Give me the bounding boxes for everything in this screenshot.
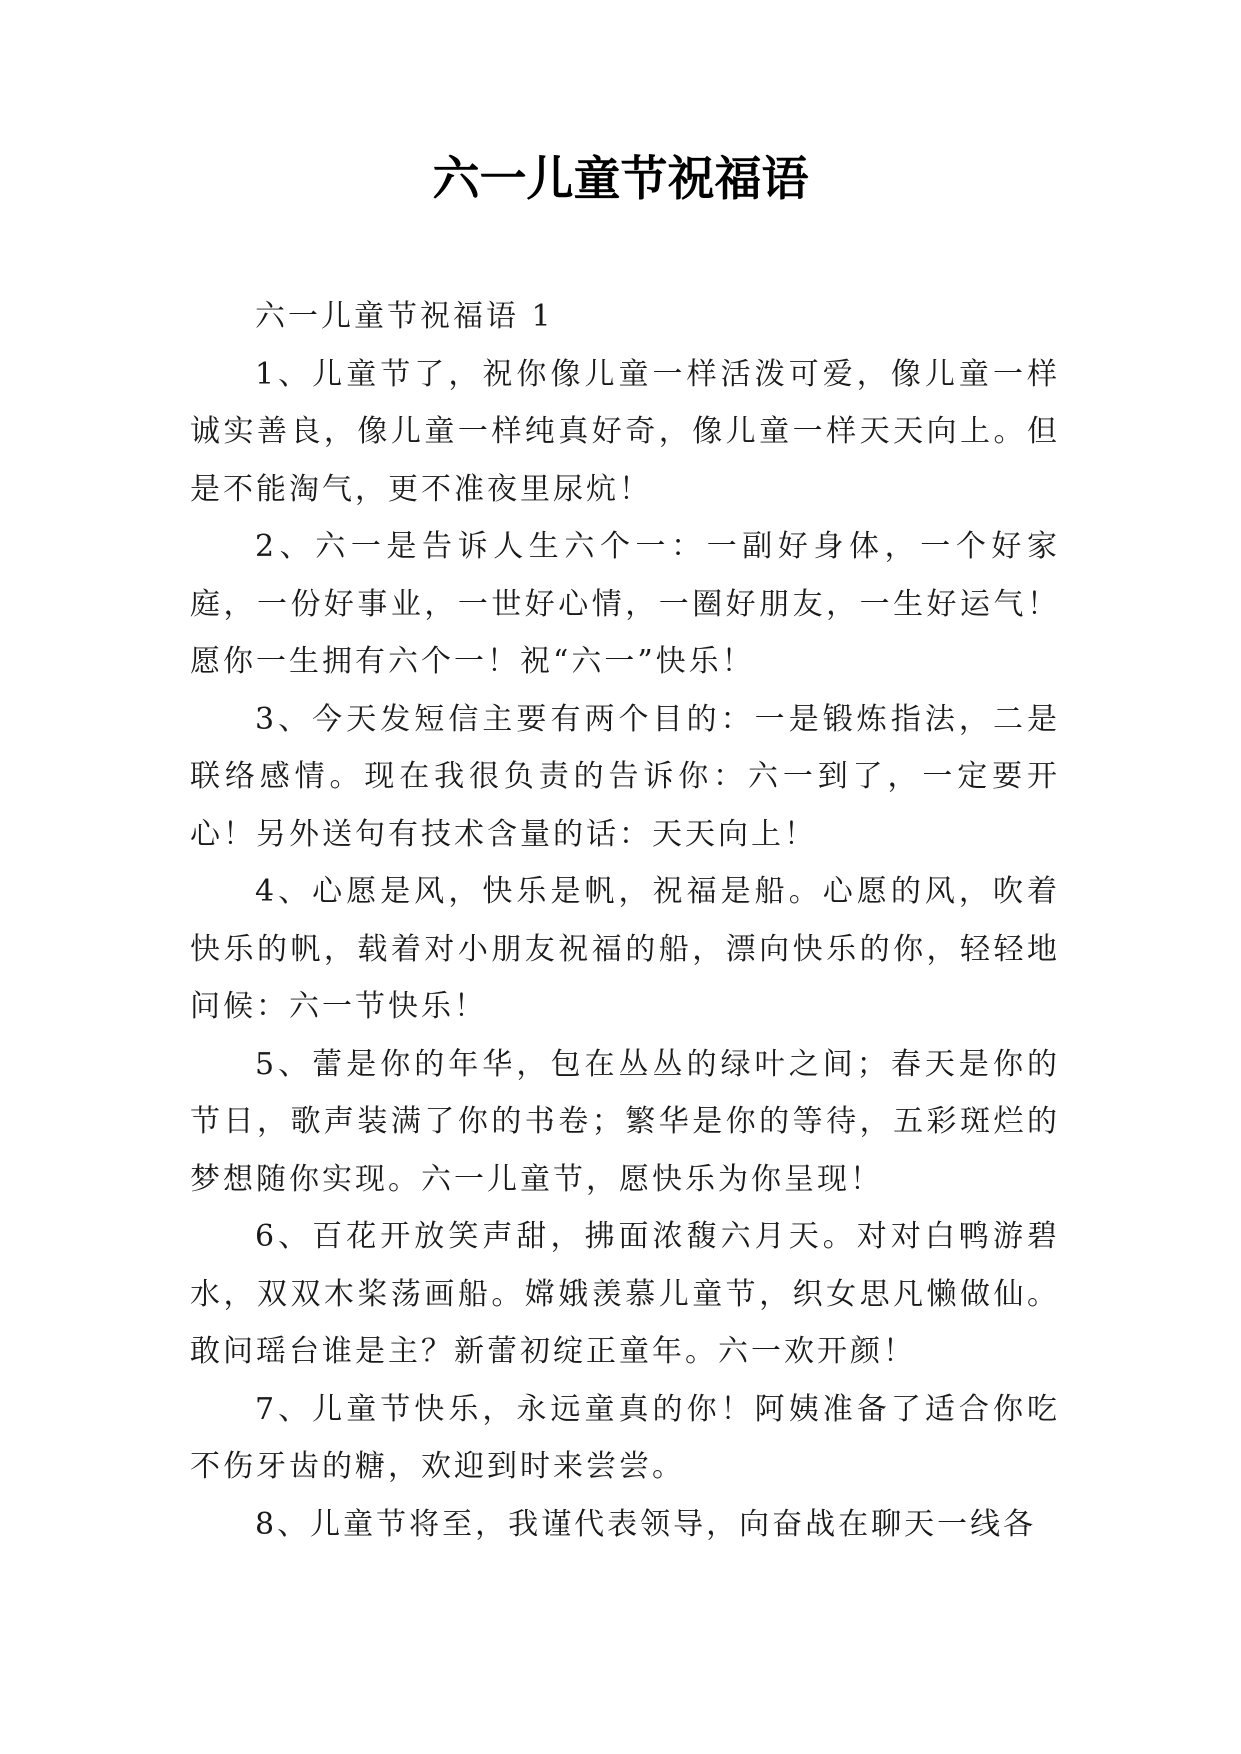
- paragraph-3: 3、今天发短信主要有两个目的：一是锻炼指法，二是联络感情。现在我很负责的告诉你：六一到了，一定要开心！另外送句有技术含量的话：天天向上！: [190, 701, 1060, 852]
- document-title: 六一儿童节祝福语: [432, 152, 809, 207]
- paragraph-2: 2、六一是告诉人生六个一：一副好身体，一个好家庭，一份好事业，一世好心情，一圈好朋友，一生好运气！愿你一生拥有六个一！祝“六一”快乐！: [190, 529, 1060, 679]
- document-body: [190, 288, 1060, 1553]
- paragraph-8: 8、儿童节将至，我谨代表领导，向奋战在聊天一线各: [255, 1506, 1037, 1542]
- paragraph-7: 7、儿童节快乐，永远童真的你！阿姨准备了适合你吃不伤牙齿的糖，欢迎到时来尝尝。: [190, 1391, 1060, 1484]
- paragraph-4: 4、心愿是风，快乐是帆，祝福是船。心愿的风，吹着快乐的帆，载着对小朋友祝福的船，漂向快乐的你，轻轻地问候：六一节快乐！: [190, 874, 1060, 1024]
- section-heading: 六一儿童节祝福语 1: [255, 299, 554, 334]
- paragraph-1: 1、儿童节了，祝你像儿童一样活泼可爱，像儿童一样诚实善良，像儿童一样纯真好奇，像儿童一样天天向上。但是不能淘气，更不准夜里尿炕！: [190, 356, 1060, 507]
- paragraph-6: 6、百花开放笑声甜，拂面浓馥六月天。对对白鸭游碧水，双双木桨荡画船。嫦娥羡慕儿童节，织女思凡懒做仙。敢问瑶台谁是主？新蕾初绽正童年。六一欢开颜！: [190, 1219, 1060, 1369]
- paragraph-5: 5、蕾是你的年华，包在丛丛的绿叶之间；春天是你的节日，歌声装满了你的书卷；繁华是你的等待，五彩斑烂的梦想随你实现。六一儿童节，愿快乐为你呈现！: [190, 1046, 1060, 1197]
